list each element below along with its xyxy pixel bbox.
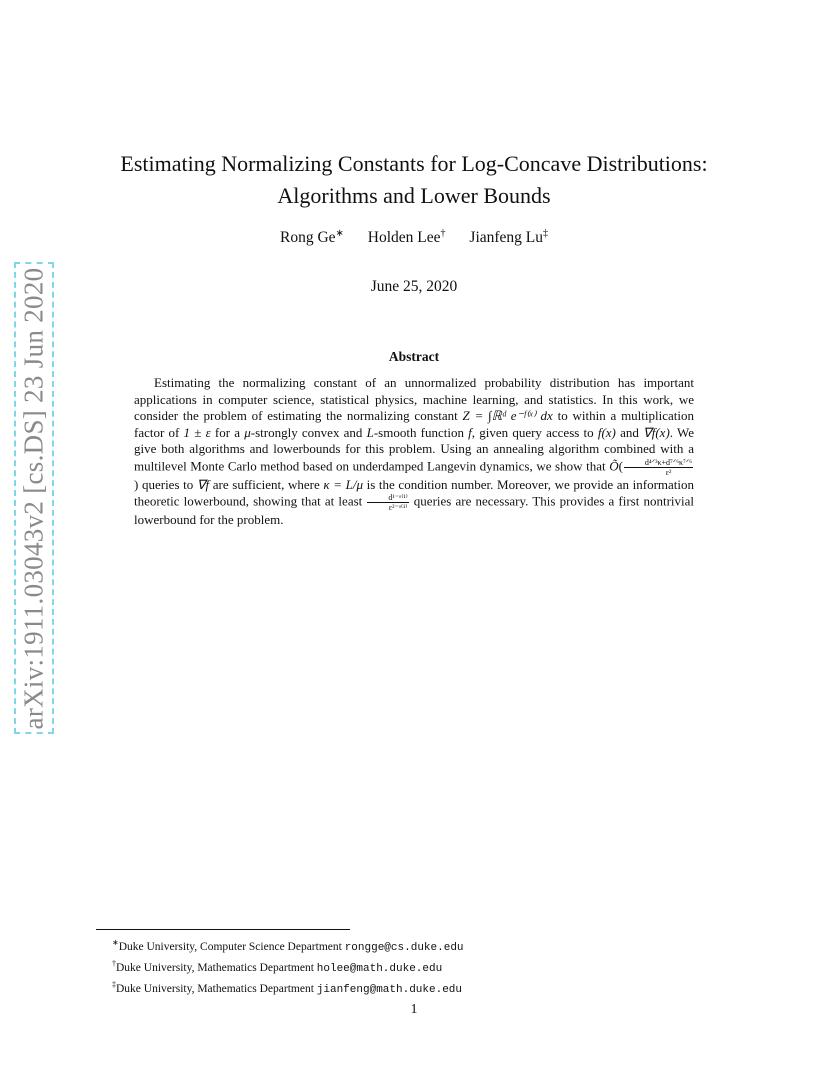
math-fraction-upper-bound — [624, 458, 693, 477]
abstract-text: queries are necessary. This provides a first nontrivial lowerbound for the problem. — [134, 493, 694, 527]
author-name: Rong Ge — [279, 229, 336, 247]
abstract-text: for a — [210, 424, 245, 440]
abstract-text: to within a multiplication factor of — [134, 408, 694, 440]
abstract-text: -smooth function — [373, 424, 469, 440]
paper-title-line-1: Estimating Normalizing Constants for Log-Concave Distributions: — [120, 151, 708, 176]
footnote-mark: † — [112, 958, 116, 968]
paper-title — [96, 148, 732, 212]
publication-date: June 25, 2020 — [370, 278, 458, 295]
fraction-numerator: d⁴ᐟ³κ+d⁷ᐟ⁶κ⁷ᐟ⁶ — [624, 458, 693, 468]
math-gradient-f: ∇f — [196, 476, 210, 492]
author-2 — [368, 228, 446, 247]
math-normalizing-constant: Z = ∫ℝᵈ e⁻ᶠ⁽ˣ⁾ dx — [462, 408, 553, 423]
author-3 — [469, 228, 548, 247]
footnote-mark: ‡ — [112, 979, 116, 989]
author-footnote-mark[interactable]: ∗ — [335, 228, 344, 239]
abstract-text: -strongly convex and — [250, 424, 367, 440]
fraction-numerator: d¹⁻ᵒ⁽¹⁾ — [367, 493, 408, 503]
arxiv-identifier-text: arXiv:1911.03043v2 [cs.DS] 23 Jun 2020 — [18, 267, 49, 729]
math-fraction-lower-bound — [367, 493, 408, 512]
author-1 — [280, 228, 344, 247]
footnote-email-link[interactable]: holee@math.duke.edu — [316, 962, 443, 975]
footnote-email-link[interactable]: rongge@cs.duke.edu — [344, 941, 464, 954]
math-epsilon: 1 ± ε — [183, 424, 211, 440]
abstract-text: , given query access to — [471, 424, 598, 440]
footnote-affiliation: Duke University, Computer Science Department — [118, 940, 345, 953]
footnote-1 — [112, 935, 712, 956]
footnote-2 — [112, 956, 712, 977]
fraction-denominator: ε² — [665, 467, 672, 477]
abstract-body: Estimating the normalizing constant of an unnormalized probability distribution has important applications in computer science, statistical physics, machine learning, and statistics. In this work, we consider the problem of estimating the normalizing constant Z = ∫ℝᵈ e⁻ᶠ⁽ˣ⁾ dx to within a multiplication factor of 1 ± ε for a μ-strongly convex and L-smooth function f, given query access to f(x) and ∇f(x). We give both algorithms and lowerbounds for this problem. Using an annealing algorithm combined with a multilevel Monte Carlo method based on underdamped Langevin dynamics, we show that Õ( $\frac{\text{d⁴ᐟ³κ+d⁷ᐟ⁶κ⁷ᐟ⁶}}{\text{ε²}}$ ) queries to ∇f are sufficient, where κ = L/μ is the condition number. Moreover, we provide an information theoretic lowerbound, showing that at least $\frac{\text{d¹⁻ᵒ⁽¹⁾}}{\text{ε²⁻ᵒ⁽¹⁾}}$ queries are necessary. This provides a first nontrivial lowerbound for the problem. — [134, 375, 695, 527]
abstract-text: . We give both algorithms and lowerbounds for this problem. Using an annealing algorithm combined with a multilevel Monte Carlo method based on underdamped Langevin dynamics, we show that — [134, 424, 695, 473]
math-gradient: ∇f(x) — [643, 424, 670, 440]
footnote-3 — [112, 977, 712, 998]
author-footnote-mark[interactable]: ‡ — [543, 228, 549, 239]
abstract-text: queries to — [138, 476, 197, 492]
abstract-text: Estimating the normalizing constant of an unnormalized probability distribution has important applications in computer science, statistical physics, machine learning, and statistics. In this work, we consider the problem of estimating the normalizing constant — [134, 375, 694, 423]
footnote-email-link[interactable]: jianfeng@math.duke.edu — [316, 983, 463, 996]
abstract-text: are sufficient, where — [209, 476, 324, 492]
math-f: f — [468, 424, 472, 440]
footnote-divider — [96, 929, 350, 930]
author-list — [96, 228, 732, 247]
paper-title-line-2: Algorithms and Lower Bounds — [277, 183, 551, 208]
author-footnote-mark[interactable]: † — [440, 228, 446, 239]
abstract-heading: Abstract — [388, 349, 440, 364]
page-number: 1 — [410, 1002, 418, 1017]
author-name: Jianfeng Lu — [469, 229, 544, 247]
abstract-text: and — [615, 424, 644, 440]
fraction-denominator: ε²⁻ᵒ⁽¹⁾ — [388, 503, 408, 512]
footnotes — [112, 935, 712, 997]
footnote-mark: ∗ — [112, 938, 119, 947]
math-fx: f(x) — [597, 424, 616, 440]
math-big-o: Õ — [609, 457, 619, 473]
math-condition-number: κ = L/μ — [323, 476, 364, 492]
footnote-affiliation: Duke University, Mathematics Department — [116, 961, 317, 974]
arxiv-identifier-stamp — [14, 262, 54, 734]
math-mu: μ — [244, 424, 251, 440]
footnote-affiliation: Duke University, Mathematics Department — [116, 982, 317, 995]
math-L: L — [366, 424, 374, 440]
abstract-text: is the condition number. Moreover, we provide an information theoretic lowerbound, showing that at least — [134, 476, 694, 509]
author-name: Holden Lee — [367, 229, 441, 247]
